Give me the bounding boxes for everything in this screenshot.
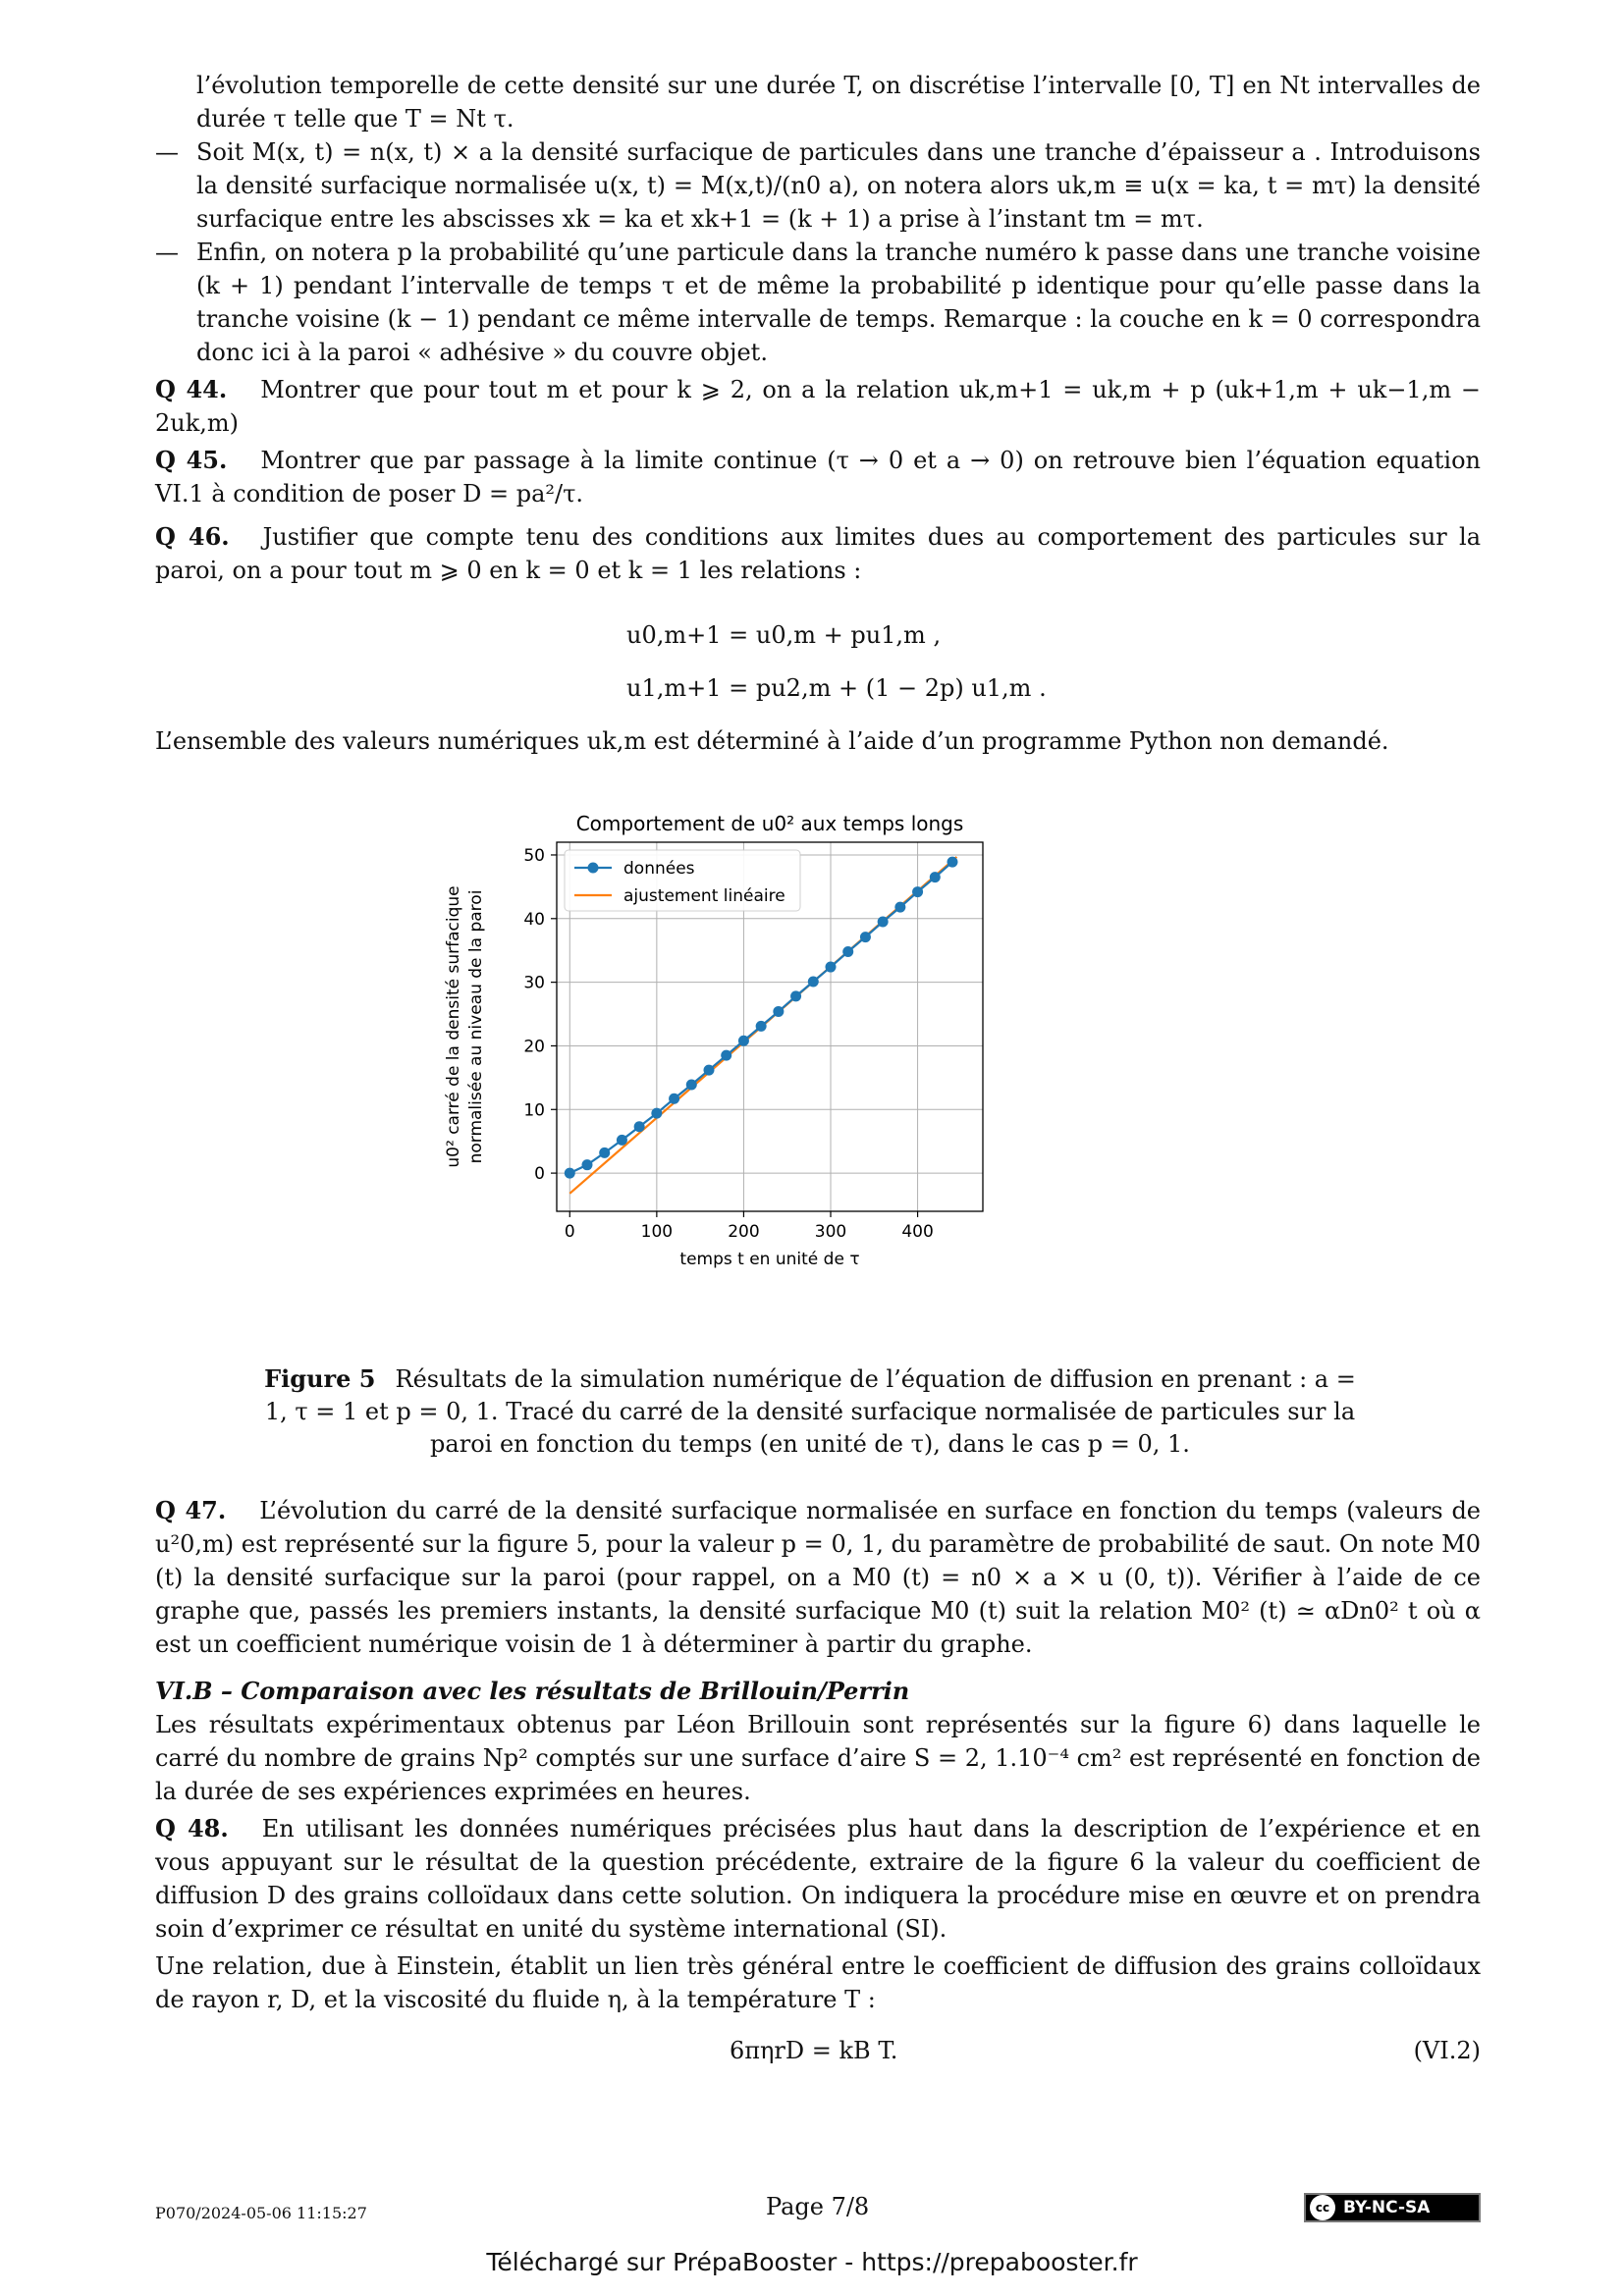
cc-icon: cc	[1310, 2195, 1335, 2220]
page-number: Page 7/8	[766, 2193, 870, 2220]
data-point	[704, 1065, 715, 1076]
x-axis-label: temps t en unité de τ	[679, 1250, 860, 1269]
question-text: Montrer que par passage à la limite continue (τ → 0 et a → 0) on retrouve bien l’équation equation VI.1 à condition de poser D = pa²/τ.	[155, 447, 1482, 507]
equation-block	[155, 609, 1481, 715]
data-point	[808, 976, 819, 987]
data-point	[634, 1121, 645, 1132]
data-point	[826, 962, 837, 973]
y-tick-label: 0	[534, 1164, 545, 1185]
equation-text: 6πηrD = kB T.	[730, 2037, 898, 2064]
brillouin-paragraph: Les résultats expérimentaux obtenus par Léon Brillouin sont représentés sur la figure 6) dans laquelle le carré du nombre de grains Np² comptés sur une surface d’aire S = 2, 1.10⁻⁴ cm² est représenté en fonction de la durée de ses expériences exprimées en heures.	[155, 1711, 1481, 1805]
x-tick-label: 0	[564, 1222, 575, 1242]
license-text: BY-NC-SA	[1343, 2198, 1431, 2217]
python-paragraph: L’ensemble des valeurs numériques uk,m est déterminé à l’aide d’un programme Python non demandé.	[155, 727, 1389, 755]
section-heading: VI.B – Comparaison avec les résultats de Brillouin/Perrin	[155, 1677, 910, 1705]
data-point	[930, 872, 941, 882]
page-body	[155, 69, 1481, 758]
intro-paragraph: l’évolution temporelle de cette densité sur une durée T, on discrétise l’intervalle [0, T] en Nt intervalles de durée τ telle que T = Nt τ.	[196, 72, 1481, 133]
footer-timestamp: P070/2024-05-06 11:15:27	[155, 2204, 367, 2222]
data-point	[878, 917, 889, 928]
bullet-item	[155, 135, 1481, 236]
equation-1: u0,m+1 = u0,m + pu1,m ,	[626, 621, 942, 649]
x-tick-label: 200	[728, 1222, 760, 1242]
data-point	[912, 886, 923, 897]
question-47	[155, 1494, 1481, 1661]
question-number: Q 47.	[155, 1496, 227, 1524]
bullet-dash: —	[155, 239, 179, 266]
question-number: Q 46.	[155, 522, 230, 551]
data-point	[738, 1036, 749, 1046]
einstein-equation	[155, 2034, 1481, 2067]
data-point	[894, 902, 905, 913]
question-44	[155, 373, 1481, 440]
data-point	[686, 1079, 697, 1090]
data-point	[651, 1108, 662, 1119]
figure-caption	[255, 1362, 1365, 1461]
data-point	[669, 1094, 679, 1104]
question-text: Justifier que compte tenu des conditions aux limites dues au comportement des particules sur la paroi, on a pour tout m ⩾ 0 en k = 0 et k = 1 les relations :	[155, 523, 1482, 584]
y-tick-label: 40	[523, 909, 545, 930]
data-point	[599, 1148, 610, 1158]
y-axis-label: u0² carré de la densité surfacique	[444, 885, 463, 1168]
question-text: Montrer que pour tout m et pour k ⩾ 2, on a la relation uk,m+1 = uk,m + p (uk+1,m + uk−1,m − 2uk,m)	[155, 376, 1482, 437]
data-point	[582, 1159, 593, 1170]
question-number: Q 48.	[155, 1814, 229, 1842]
question-text: En utilisant les données numériques précisées plus haut dans la description de l’expérience et en vous appuyant sur le résultat de la question précédente, extraire de la figure 6 la valeur du coefficient de diffusion D des grains colloïdaux dans cette solution. On indiquera la procédure mise en œuvre et on prendra soin d’exprimer ce résultat en unité du système international (SI).	[155, 1815, 1482, 1943]
y-tick-label: 10	[523, 1100, 545, 1121]
legend-data-marker	[588, 863, 599, 874]
data-point	[617, 1135, 627, 1146]
caption-label: Figure 5	[264, 1364, 376, 1393]
data-point	[947, 857, 958, 868]
einstein-paragraph: Une relation, due à Einstein, établit un lien très général entre le coefficient de diffusion des grains colloïdaux de rayon r, D, et la viscosité du fluide η, à la température T :	[155, 1952, 1481, 2013]
y-tick-label: 30	[523, 973, 545, 993]
data-point	[790, 990, 801, 1001]
y-tick-label: 50	[523, 845, 545, 866]
bullet-text: Enfin, on notera p la probabilité qu’une particule dans la tranche numéro k passe dans une tranche voisine (k + 1) pendant l’intervalle de temps τ et de même la probabilité p identique pour qu’elle passe dans la tranche voisine (k − 1) pendant ce même intervalle de temps. Remarque : la couche en k = 0 correspondra donc ici à la paroi « adhésive » du couvre objet.	[196, 239, 1481, 366]
data-point	[756, 1021, 767, 1032]
legend-data-label: données	[623, 859, 695, 879]
legend-fit-label: ajustement linéaire	[623, 886, 785, 906]
caption-text: Résultats de la simulation numérique de l’équation de diffusion en prenant : a = 1, τ = 1 et p = 0, 1. Tracé du carré de la densité surfacique normalisée de particules sur la paroi en fonction du temps (en unité de τ), dans le cas p = 0, 1.	[264, 1365, 1356, 1458]
page-body-lower	[155, 1490, 1481, 2067]
question-46	[155, 520, 1481, 587]
question-45	[155, 444, 1481, 510]
question-text: L’évolution du carré de la densité surfacique normalisée en surface en fonction du temps (valeurs de u²0,m) est représenté sur la figure 5, pour la valeur p = 0, 1, du paramètre de probabilité de saut. On note M0 (t) la densité surfacique sur la paroi (pour rappel, on a M0 (t) = n0 × a × u (0, t)). Vérifier à l’aide de ce graphe que, passés les premiers instants, la densité surfacique M0 (t) suit la relation M0² (t) ≃ αDn0² t où α est un coefficient numérique voisin de 1 à déterminer à partir du graphe.	[155, 1497, 1482, 1658]
figure-5-chart	[432, 793, 1198, 1361]
y-axis-label-line2: normalisée au niveau de la paroi	[466, 889, 486, 1164]
data-point	[860, 932, 871, 942]
bullet-item	[155, 236, 1481, 369]
license-badge	[1304, 2193, 1481, 2222]
data-point	[721, 1050, 731, 1061]
data-point	[842, 946, 853, 957]
x-tick-label: 300	[814, 1222, 847, 1242]
chart-title: Comportement de u0² aux temps longs	[575, 812, 964, 835]
y-tick-label: 20	[523, 1037, 545, 1057]
equation-number: (VI.2)	[1413, 2037, 1481, 2064]
bullet-dash: —	[155, 138, 179, 166]
download-notice: Téléchargé sur PrépaBooster - https://prepabooster.fr	[486, 2248, 1138, 2276]
bullet-text: Soit M(x, t) = n(x, t) × a la densité surfacique de particules dans une tranche d’épaisseur a . Introduisons la densité surfacique normalisée u(x, t) = M(x,t)/(n0 a), on notera alors uk,m ≡ u(x = ka, t = mτ) la densité surfacique entre les abscisses xk = ka et xk+1 = (k + 1) a prise à l’instant tm = mτ.	[196, 138, 1481, 233]
chart-legend	[565, 850, 800, 911]
question-number: Q 44.	[155, 375, 228, 403]
question-number: Q 45.	[155, 446, 228, 474]
x-tick-label: 100	[640, 1222, 674, 1242]
equation-2: u1,m+1 = pu2,m + (1 − 2p) u1,m .	[626, 674, 1047, 702]
data-point	[565, 1168, 575, 1179]
data-point	[773, 1006, 784, 1017]
question-48	[155, 1812, 1481, 1946]
x-tick-label: 400	[901, 1222, 934, 1242]
